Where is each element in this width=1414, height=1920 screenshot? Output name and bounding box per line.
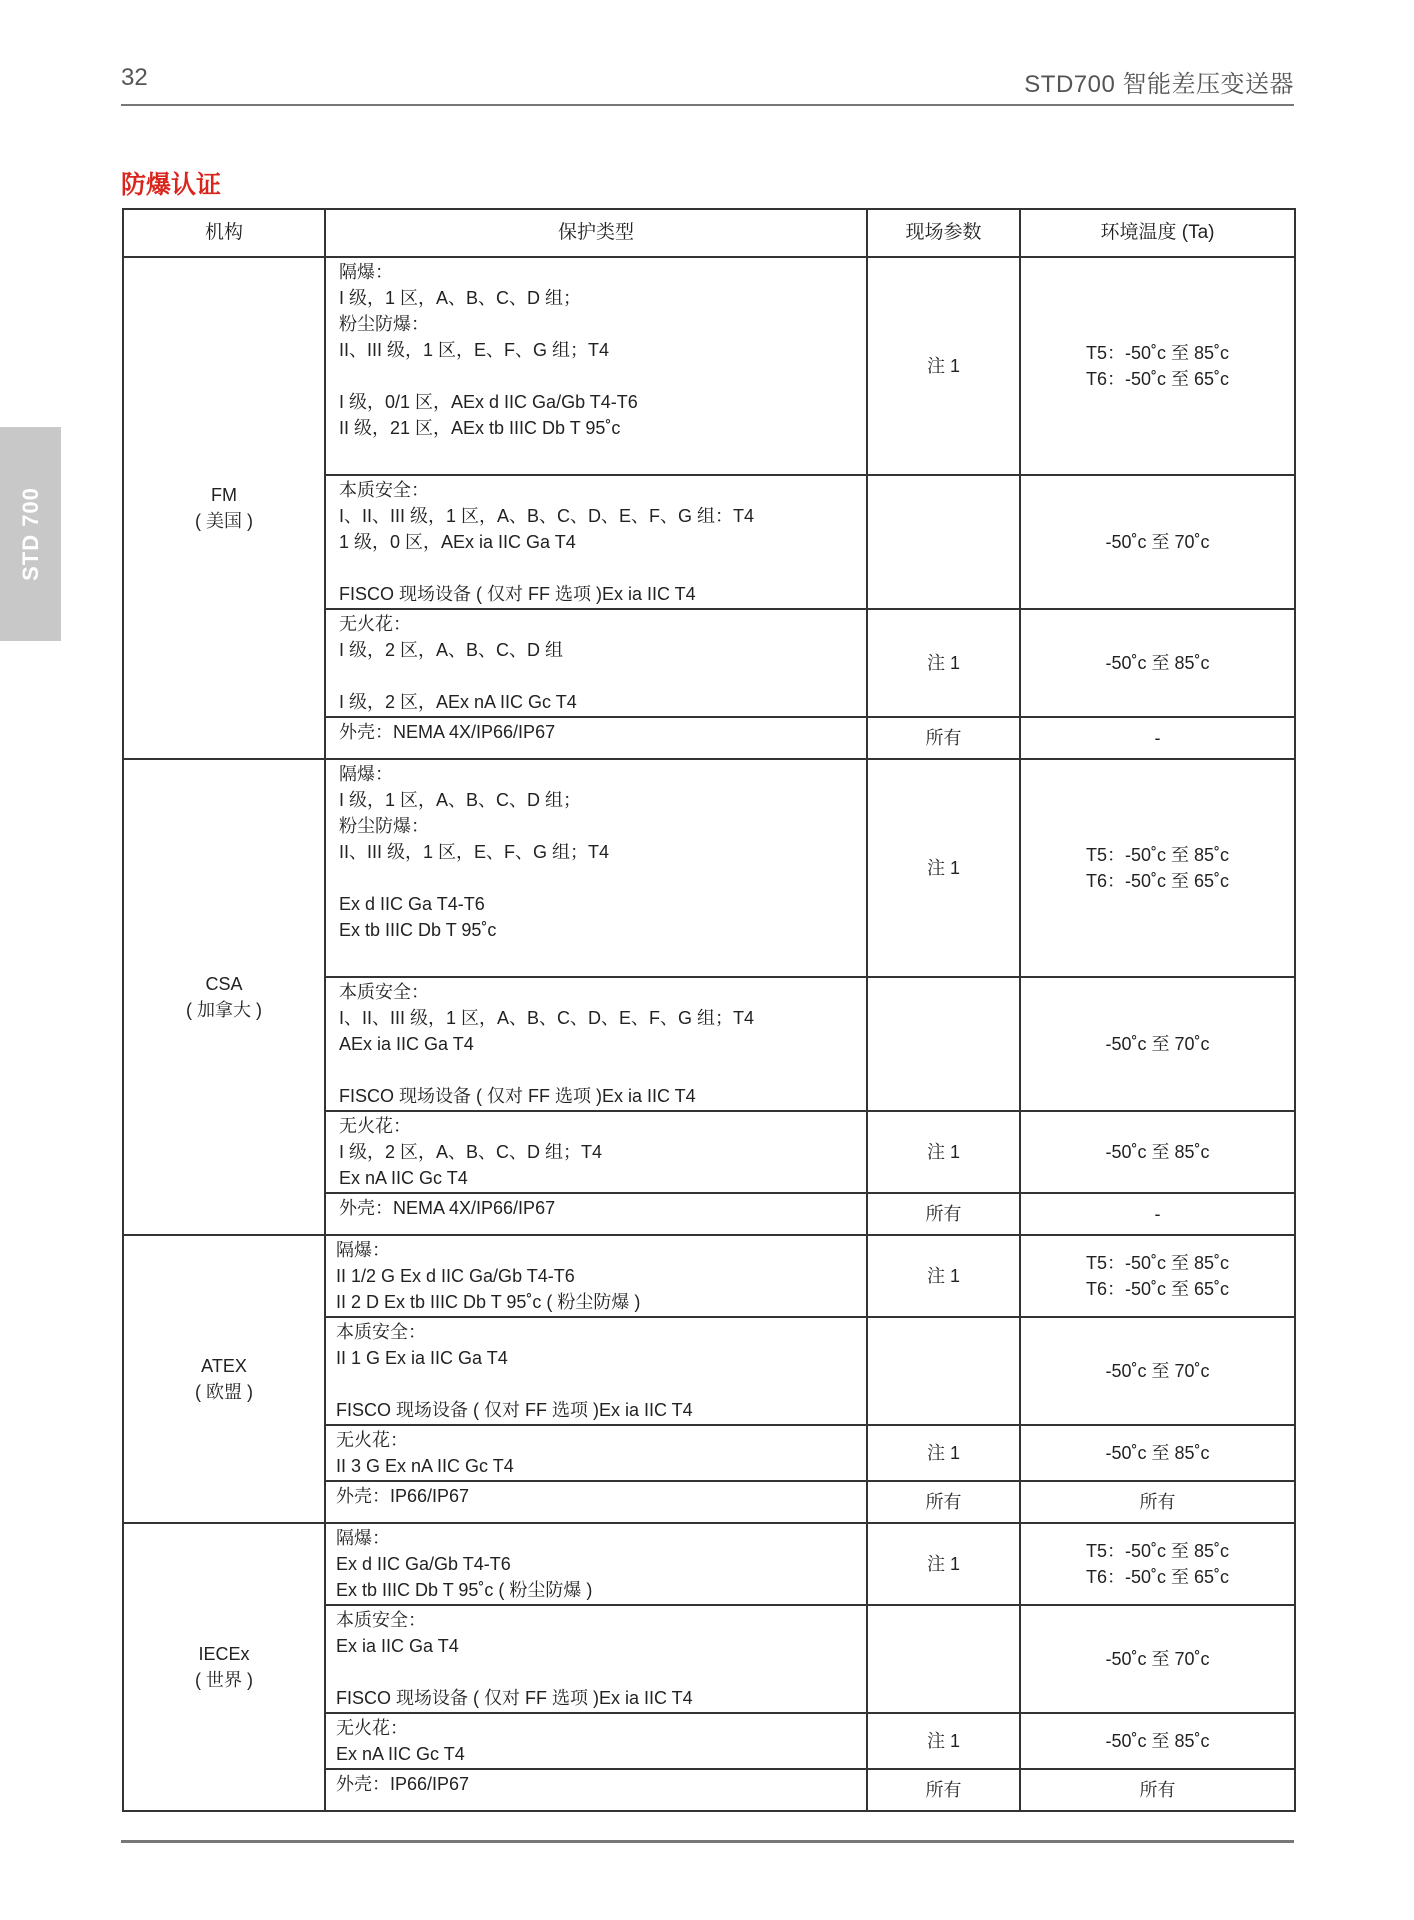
document-title: STD700 智能差压变送器 (1024, 71, 1294, 98)
protection-type-cell (325, 609, 867, 717)
field-parameter-cell: 注 1 (867, 1425, 1020, 1481)
protection-line: Ex tb IIIC Db T 95˚c (339, 920, 497, 940)
temperature-line: -50˚c 至 70˚c (1105, 1034, 1210, 1054)
temperature-line: -50˚c 至 70˚c (1105, 532, 1210, 552)
section-title: 防爆认证 (121, 171, 222, 199)
temperature-line: T6：-50˚c 至 65˚c (1085, 871, 1230, 891)
protection-type-cell (325, 257, 867, 475)
protection-line: FISCO 现场设备 ( 仅对 FF 选项 )Ex ia IIC T4 (339, 584, 696, 604)
table-header-row (123, 209, 1295, 257)
field-parameter-cell (867, 977, 1020, 1111)
protection-line: AEx ia IIC Ga T4 (339, 1034, 474, 1054)
field-parameter-cell: 注 1 (867, 1713, 1020, 1769)
certification-table-body (123, 257, 1295, 1811)
protection-line (339, 555, 866, 581)
protection-line: 外壳：NEMA 4X/IP66/IP67 (339, 1198, 556, 1218)
protection-type-cell (325, 1605, 867, 1713)
protection-line: I 级，1 区，A、B、C、D 组； (339, 790, 582, 810)
protection-line: Ex nA IIC Gc T4 (339, 1168, 468, 1188)
column-header-organization: 机构 (123, 209, 325, 257)
protection-line: I、II、III 级，1 区，A、B、C、D、E、F、G 组；T4 (339, 1008, 755, 1028)
protection-line: 隔爆： (336, 1240, 390, 1260)
column-header-protection-type: 保护类型 (325, 209, 867, 257)
ambient-temperature-cell (1020, 1111, 1295, 1193)
ambient-temperature-cell (1020, 1317, 1295, 1425)
protection-type-cell (325, 1317, 867, 1425)
protection-line: II 级，21 区，AEx tb IIIC Db T 95˚c (339, 418, 621, 438)
protection-line: Ex nA IIC Gc T4 (336, 1744, 465, 1764)
organization-name: CSA (205, 974, 243, 994)
field-parameter-cell: 注 1 (867, 609, 1020, 717)
organization-name: ATEX (201, 1356, 247, 1376)
ambient-temperature-cell (1020, 1235, 1295, 1317)
organization-region: ( 加拿大 ) (186, 1000, 262, 1020)
protection-line: FISCO 现场设备 ( 仅对 FF 选项 )Ex ia IIC T4 (339, 1086, 696, 1106)
field-parameter-cell: 注 1 (867, 257, 1020, 475)
organization-region: ( 美国 ) (195, 511, 253, 531)
protection-line: 本质安全： (339, 982, 429, 1002)
protection-line: 本质安全： (336, 1322, 426, 1342)
protection-line: I、II、III 级，1 区，A、B、C、D、E、F、G 组：T4 (339, 506, 755, 526)
protection-line: 无火花： (339, 1116, 411, 1136)
field-parameter-cell: 所有 (867, 1481, 1020, 1523)
column-header-field-parameters: 现场参数 (867, 209, 1020, 257)
organization-cell (123, 1235, 325, 1523)
protection-line: 1 级，0 区，AEx ia IIC Ga T4 (339, 532, 576, 552)
protection-line: 隔爆： (339, 764, 393, 784)
protection-line: 本质安全： (339, 480, 429, 500)
ambient-temperature-cell (1020, 1481, 1295, 1523)
organization-region: ( 欧盟 ) (195, 1382, 253, 1402)
protection-type-cell (325, 759, 867, 977)
organization-region: ( 世界 ) (195, 1670, 253, 1690)
field-parameter-cell: 所有 (867, 1193, 1020, 1235)
protection-line: I 级，1 区，A、B、C、D 组； (339, 288, 582, 308)
temperature-line: -50˚c 至 85˚c (1105, 653, 1210, 673)
temperature-line: T5：-50˚c 至 85˚c (1085, 845, 1230, 865)
protection-line (336, 1659, 866, 1685)
protection-type-cell (325, 1193, 867, 1235)
table-row (123, 759, 1295, 977)
protection-line (339, 363, 866, 389)
ambient-temperature-cell (1020, 977, 1295, 1111)
protection-line (339, 865, 866, 891)
certification-table (122, 208, 1296, 1812)
organization-cell (123, 257, 325, 759)
field-parameter-cell (867, 1605, 1020, 1713)
temperature-line: -50˚c 至 70˚c (1105, 1361, 1210, 1381)
table-row (123, 1523, 1295, 1605)
column-header-ambient-temperature: 环境温度 (Ta) (1020, 209, 1295, 257)
protection-type-cell (325, 1235, 867, 1317)
ambient-temperature-cell (1020, 1769, 1295, 1811)
temperature-line: - (1154, 728, 1161, 748)
side-tab (0, 427, 61, 641)
protection-line: Ex d IIC Ga T4-T6 (339, 894, 485, 914)
protection-line: 外壳：NEMA 4X/IP66/IP67 (339, 722, 556, 742)
protection-line: 外壳：IP66/IP67 (336, 1774, 470, 1794)
organization-cell (123, 759, 325, 1235)
ambient-temperature-cell (1020, 1605, 1295, 1713)
side-tab-label: STD 700 (17, 487, 43, 581)
protection-line: II 3 G Ex nA IIC Gc T4 (336, 1456, 514, 1476)
page-number: 32 (121, 64, 148, 91)
protection-line: Ex d IIC Ga/Gb T4-T6 (336, 1554, 511, 1574)
ambient-temperature-cell (1020, 609, 1295, 717)
protection-line: II 1/2 G Ex d IIC Ga/Gb T4-T6 (336, 1266, 575, 1286)
protection-line (339, 663, 866, 689)
ambient-temperature-cell (1020, 1713, 1295, 1769)
temperature-line: T6：-50˚c 至 65˚c (1085, 1567, 1230, 1587)
protection-line: Ex ia IIC Ga T4 (336, 1636, 459, 1656)
temperature-line: T5：-50˚c 至 85˚c (1085, 1253, 1230, 1273)
header-divider (121, 104, 1294, 106)
protection-line: II 2 D Ex tb IIIC Db T 95˚c ( 粉尘防爆 ) (336, 1292, 641, 1312)
protection-line: 无火花： (336, 1718, 408, 1738)
temperature-line: 所有 (1139, 1780, 1176, 1800)
protection-line: I 级，2 区，AEx nA IIC Gc T4 (339, 692, 577, 712)
temperature-line: T5：-50˚c 至 85˚c (1085, 343, 1230, 363)
ambient-temperature-cell (1020, 257, 1295, 475)
organization-name: FM (211, 485, 237, 505)
protection-type-cell (325, 1523, 867, 1605)
protection-line: Ex tb IIIC Db T 95˚c ( 粉尘防爆 ) (336, 1580, 593, 1600)
field-parameter-cell: 所有 (867, 717, 1020, 759)
ambient-temperature-cell (1020, 1425, 1295, 1481)
organization-name: IECEx (198, 1644, 250, 1664)
temperature-line: -50˚c 至 85˚c (1105, 1443, 1210, 1463)
protection-line: 隔爆： (339, 262, 393, 282)
field-parameter-cell: 注 1 (867, 1235, 1020, 1317)
table-row (123, 257, 1295, 475)
protection-type-cell (325, 1111, 867, 1193)
protection-line: 隔爆： (336, 1528, 390, 1548)
ambient-temperature-cell (1020, 475, 1295, 609)
protection-type-cell (325, 475, 867, 609)
field-parameter-cell (867, 1317, 1020, 1425)
protection-type-cell (325, 717, 867, 759)
field-parameter-cell: 注 1 (867, 759, 1020, 977)
protection-type-cell (325, 1425, 867, 1481)
temperature-line: -50˚c 至 70˚c (1105, 1649, 1210, 1669)
organization-cell (123, 1523, 325, 1811)
protection-type-cell (325, 1481, 867, 1523)
protection-line: I 级，0/1 区，AEx d IIC Ga/Gb T4-T6 (339, 392, 638, 412)
field-parameter-cell: 注 1 (867, 1523, 1020, 1605)
protection-line: 粉尘防爆： (339, 816, 429, 836)
protection-line: II、III 级，1 区，E、F、G 组；T4 (339, 842, 610, 862)
protection-line: 粉尘防爆： (339, 314, 429, 334)
ambient-temperature-cell (1020, 759, 1295, 977)
ambient-temperature-cell (1020, 1193, 1295, 1235)
protection-type-cell (325, 977, 867, 1111)
protection-line (336, 1371, 866, 1397)
ambient-temperature-cell (1020, 1523, 1295, 1605)
temperature-line: T6：-50˚c 至 65˚c (1085, 369, 1230, 389)
temperature-line: 所有 (1139, 1492, 1176, 1512)
field-parameter-cell (867, 475, 1020, 609)
protection-line: FISCO 现场设备 ( 仅对 FF 选项 )Ex ia IIC T4 (336, 1400, 693, 1420)
protection-line: 本质安全： (336, 1610, 426, 1630)
protection-line (339, 1057, 866, 1083)
temperature-line: T6：-50˚c 至 65˚c (1085, 1279, 1230, 1299)
protection-line: 无火花： (336, 1430, 408, 1450)
field-parameter-cell: 注 1 (867, 1111, 1020, 1193)
protection-line: II 1 G Ex ia IIC Ga T4 (336, 1348, 508, 1368)
temperature-line: -50˚c 至 85˚c (1105, 1142, 1210, 1162)
protection-line: 外壳：IP66/IP67 (336, 1486, 470, 1506)
temperature-line: -50˚c 至 85˚c (1105, 1731, 1210, 1751)
protection-line: I 级，2 区，A、B、C、D 组 (339, 640, 564, 660)
protection-line: 无火花： (339, 614, 411, 634)
protection-type-cell (325, 1713, 867, 1769)
protection-line: II、III 级，1 区，E、F、G 组；T4 (339, 340, 610, 360)
ambient-temperature-cell (1020, 717, 1295, 759)
field-parameter-cell: 所有 (867, 1769, 1020, 1811)
footer-divider (121, 1840, 1294, 1843)
protection-line: FISCO 现场设备 ( 仅对 FF 选项 )Ex ia IIC T4 (336, 1688, 693, 1708)
table-row (123, 1235, 1295, 1317)
temperature-line: T5：-50˚c 至 85˚c (1085, 1541, 1230, 1561)
protection-line: I 级，2 区，A、B、C、D 组；T4 (339, 1142, 603, 1162)
temperature-line: - (1154, 1204, 1161, 1224)
protection-type-cell (325, 1769, 867, 1811)
